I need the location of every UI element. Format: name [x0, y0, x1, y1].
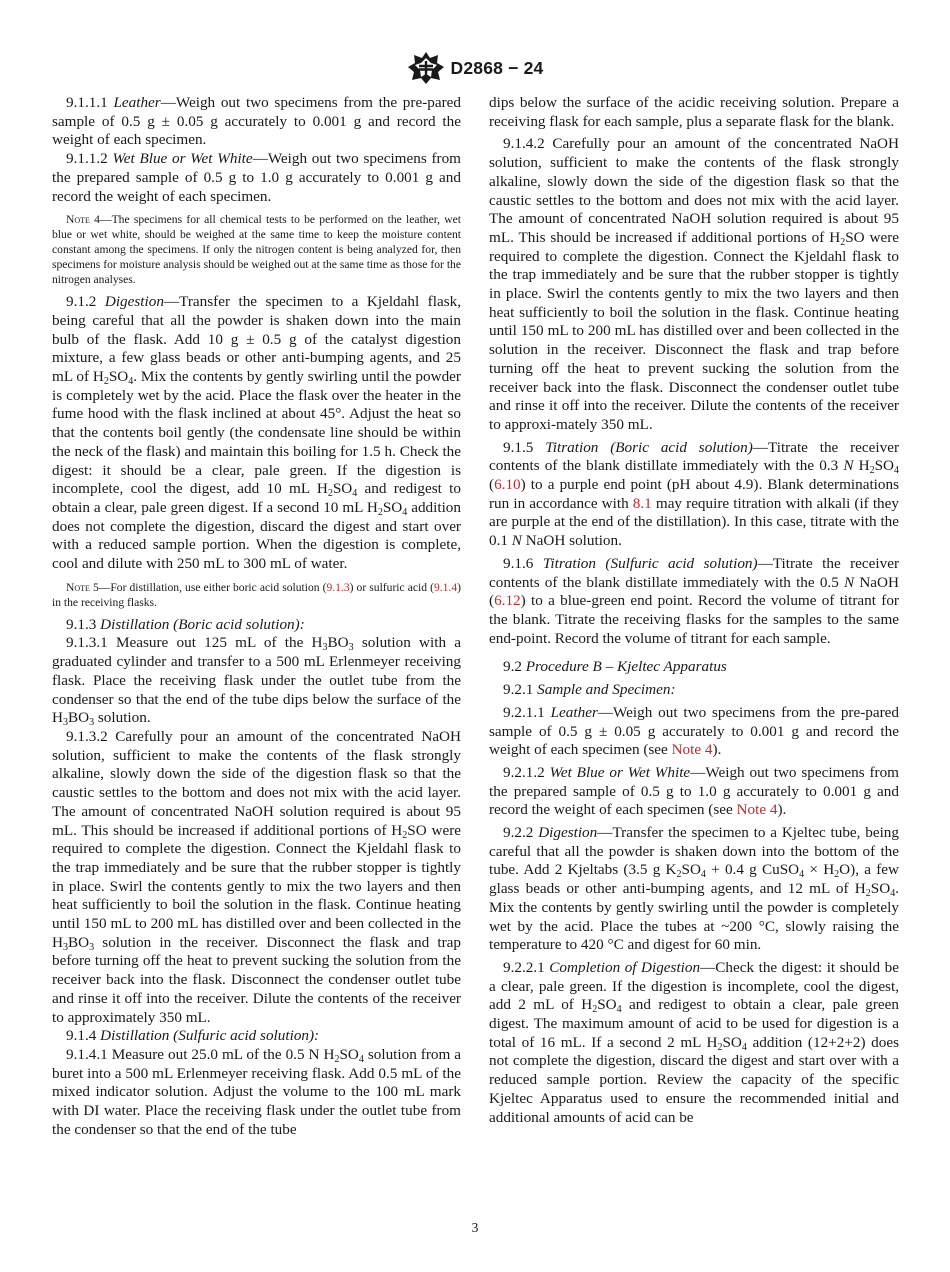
section-9-2-2: 9.2.2 Digestion—Transfer the specimen to a Kjeltec tube, being careful that all the powder is shaken down into the bottom of the tube. Add 2 Kjeltabs (3.5 g $K_2SO_4 + 0.4$ g CuSO$_4$ × $H_2O$), a few glass beads or other anti-bumping agents, and 12 mL of $H_2SO_4$. Mix the contents by gently swirling until the powder is completely wet by the acid. Place the tubes at ~200 °C, slowly raising the temperature to 420 °C and digest for 60 min. — [489, 824, 899, 954]
link-6-10[interactable]: 6.10 — [494, 476, 521, 494]
link-note-4[interactable]: Note 4 — [736, 801, 778, 819]
link-9-1-4[interactable]: 9.1.4 — [433, 580, 458, 594]
right-column — [489, 94, 899, 1127]
page-header — [0, 50, 950, 86]
section-9-2-1: 9.2.1 Sample and Specimen: — [503, 681, 676, 699]
note-4: Note 4—The specimens for all chemical tests to be performed on the leather, wet blue or wet white, should be weighed at the same time to keep the moisture content constant among the specimens. If only the nitrogen content is being analyzed for, then specimens for moisture analysis should be weighed out at the same time as those for the nitrogen analyses. — [52, 213, 462, 287]
standard-designation: D2868 − 24 — [450, 57, 544, 78]
section-9-1-1-2: 9.1.1.2 Wet Blue or Wet White—Weigh out two specimens from the prepared sample of 0.5 g to 1.0 g accurately to 0.001 g and record the weight of each specimen. — [52, 150, 461, 205]
section-9-1-4-1-continued: dips below the surface of the acidic receiving solution. Prepare a receiving flask for each sample, plus a separate flask for the blank. — [489, 94, 899, 130]
section-9-2-1-2: 9.2.1.2 Wet Blue or Wet White—Weigh out two specimens from the prepared sample of 0.5 g to 1.0 g accurately to 0.001 g and record the weight of each specimen (see Note 4). — [489, 763, 899, 819]
section-9-1-6: 9.1.6 Titration (Sulfuric acid solution)—Titrate the receiver contents of the blank distillate immediately with the 0.5 N NaOH (6.12) to a blue-green end point. Record the volume of titrant for the blank. Titrate the receiving flasks for the samples to the same end-point. Record the volume of titrant for each sample. — [489, 554, 900, 647]
section-9-1-5: 9.1.5 Titration (Boric acid solution)—Titrate the receiver contents of the blank distillate immediately with the 0.3 N $H_2SO_4$ (6.10) to a purple end point (pH about 4.9). Blank determinations run in accordance with 8.1 may require titration with alkali (if they are purple at the end of the distillation). In this case, titrate with the 0.1 N NaOH solution. — [489, 438, 900, 550]
left-column — [52, 94, 461, 1139]
section-9-1-4-2: 9.1.4.2 Carefully pour an amount of the concentrated NaOH solution, sufficient to make the contents of the flask strongly alkaline, slowly down the side of the digestion flask so that the caustic settles to the bottom and does not mix with the acid layer. The amount of concentrated NaOH solution required is about 95 mL. This should be increased if additional portions of $H_2SO$ were required to complete the digestion. Connect the Kjeldahl flask to the trap immediately and be sure that the rubber stopper is tightly in place. Swirl the contents gently to mix the two layers and then heat sufficiently to boil the solution in the flask. Continue heating until 150 mL to 200 mL has distilled over and been collected in the solution in the receiver. Disconnect the flask and trap before turning off the heat to prevent sucking the solution from the receiver back into the flask. Disconnect the condenser outlet tube and rinse it off into the receiver. Dilute the contents of the receiver to approxi-mately 350 mL. — [489, 135, 899, 433]
section-9-1-4-1: 9.1.4.1 Measure out 25.0 mL of the 0.5 N $H_2SO_4$ solution from a buret into a 500 mL Erlenmeyer receiving flask. Add 0.5 mL of the mixed indicator solution. Adjust the volume to the 100 mL mark with DI water. Place the receiving flask under the outlet tube from the condenser so that the end of the tube — [52, 1045, 461, 1138]
section-9-2-1-1: 9.2.1.1 Leather—Weigh out two specimens from the pre-pared sample of 0.5 g ± 0.05 g accurately to 0.001 g and record the weight of each specimen (see Note 4). — [489, 703, 899, 759]
section-9-1-3: 9.1.3 Distillation (Boric acid solution): — [66, 615, 305, 633]
section-9-1-3-1: 9.1.3.1 Measure out 125 mL of the $H_3BO_3$ solution with a graduated cylinder and transfer to a 500 mL Erlenmeyer receiving flask. Place the receiving flask under the outlet tube from the condenser so that the end of the tube dips below the surface of the $H_3BO_3$ solution. — [52, 634, 462, 729]
section-9-1-2: 9.1.2 Digestion—Transfer the specimen to a Kjeldahl flask, being careful that all the powder is shaken down into the main bulb of the flask. Add 10 g ± 0.5 g of the catalyst digestion mixture, a few glass beads or other anti-bumping agents, and 25 mL of $H_2SO_4$. Mix the contents by gently swirling until the powder is completely wet by the acid. Place the flask over the heater in the fume hood with the flask inclined at about 45°. Adjust the heat so that the contents boil gently (the condensate line should be within the neck of the flask) and maintain this boiling for 1.5 h. Check the digest: it should be a clear, pale green. If the digestion is incomplete, cool the digest, add 10 mL $H_2SO_4$ and redigest to obtain a clear, pale green digest. If a second 10 mL $H_2SO_4$ addition does not complete the digestion, discard the digest and start over with a reduced sample portion. When the digestion is complete, cool and dilute with 250 mL to 300 mL of water. — [52, 293, 461, 573]
note-5: Note 5—For distillation, use either boric acid solution (9.1.3) or sulfuric acid (9.1.4) in the receiving flasks. — [52, 580, 461, 609]
section-9-2-2-1: 9.2.2.1 Completion of Digestion—Check the digest: it should be a clear, pale green. If the digestion is incomplete, cool the digest, add 2 mL of $H_2SO_4$ and redigest to obtain a clear, pale green digest. The maximum amount of acid to be used for digestion is a total of 16 mL. If a second 2 mL $H_2SO_4$ addition (12+2+2) does not complete the digestion, discard the digest and start over with a reduced sample portion. Review the capacity of the specific Kjeltec Apparatus used to ensure the recommended initial and additional amounts of acid can be — [489, 958, 900, 1126]
link-8-1[interactable]: 8.1 — [632, 494, 652, 512]
link-9-1-3[interactable]: 9.1.3 — [326, 580, 350, 594]
astm-logo-icon — [407, 51, 445, 85]
section-9-1-4: 9.1.4 Distillation (Sulfuric acid solution): — [66, 1027, 320, 1045]
page-number: 3 — [471, 1220, 479, 1235]
section-9-2: 9.2 Procedure B – Kjeltec Apparatus — [503, 658, 727, 676]
link-6-12[interactable]: 6.12 — [494, 592, 521, 610]
section-9-1-3-2: 9.1.3.2 Carefully pour an amount of the concentrated NaOH solution, sufficient to make the contents of the flask strongly alkaline, slowly down the side of the digestion flask so that the caustic settles to the bottom and does not mix with the acid layer. The amount of concentrated NaOH solution required is about 95 mL. This should be increased if additional portions of $H_2SO$ were required to complete the digestion. Connect the Kjeldahl flask to the trap immediately and be sure that the rubber stopper is tightly in place. Swirl the contents gently to mix the two layers and then heat sufficiently to boil the solution in the flask. Continue heating until 150 mL to 200 mL has distilled over and been collected in the $H_3BO_3$ solution in the receiver. Disconnect the flask and trap before turning off the heat to prevent sucking the solution from the receiver back into the flask. Disconnect the condenser outlet tube and rinse it off into the receiver. Dilute the contents of the receiver to approximately 350 mL. — [52, 727, 461, 1026]
section-9-1-1-1: 9.1.1.1 Leather—Weigh out two specimens from the pre-pared sample of 0.5 g ± 0.05 g accurately to 0.001 g and record the weight of each specimen. — [52, 94, 461, 149]
link-note-4[interactable]: Note 4 — [671, 741, 713, 759]
